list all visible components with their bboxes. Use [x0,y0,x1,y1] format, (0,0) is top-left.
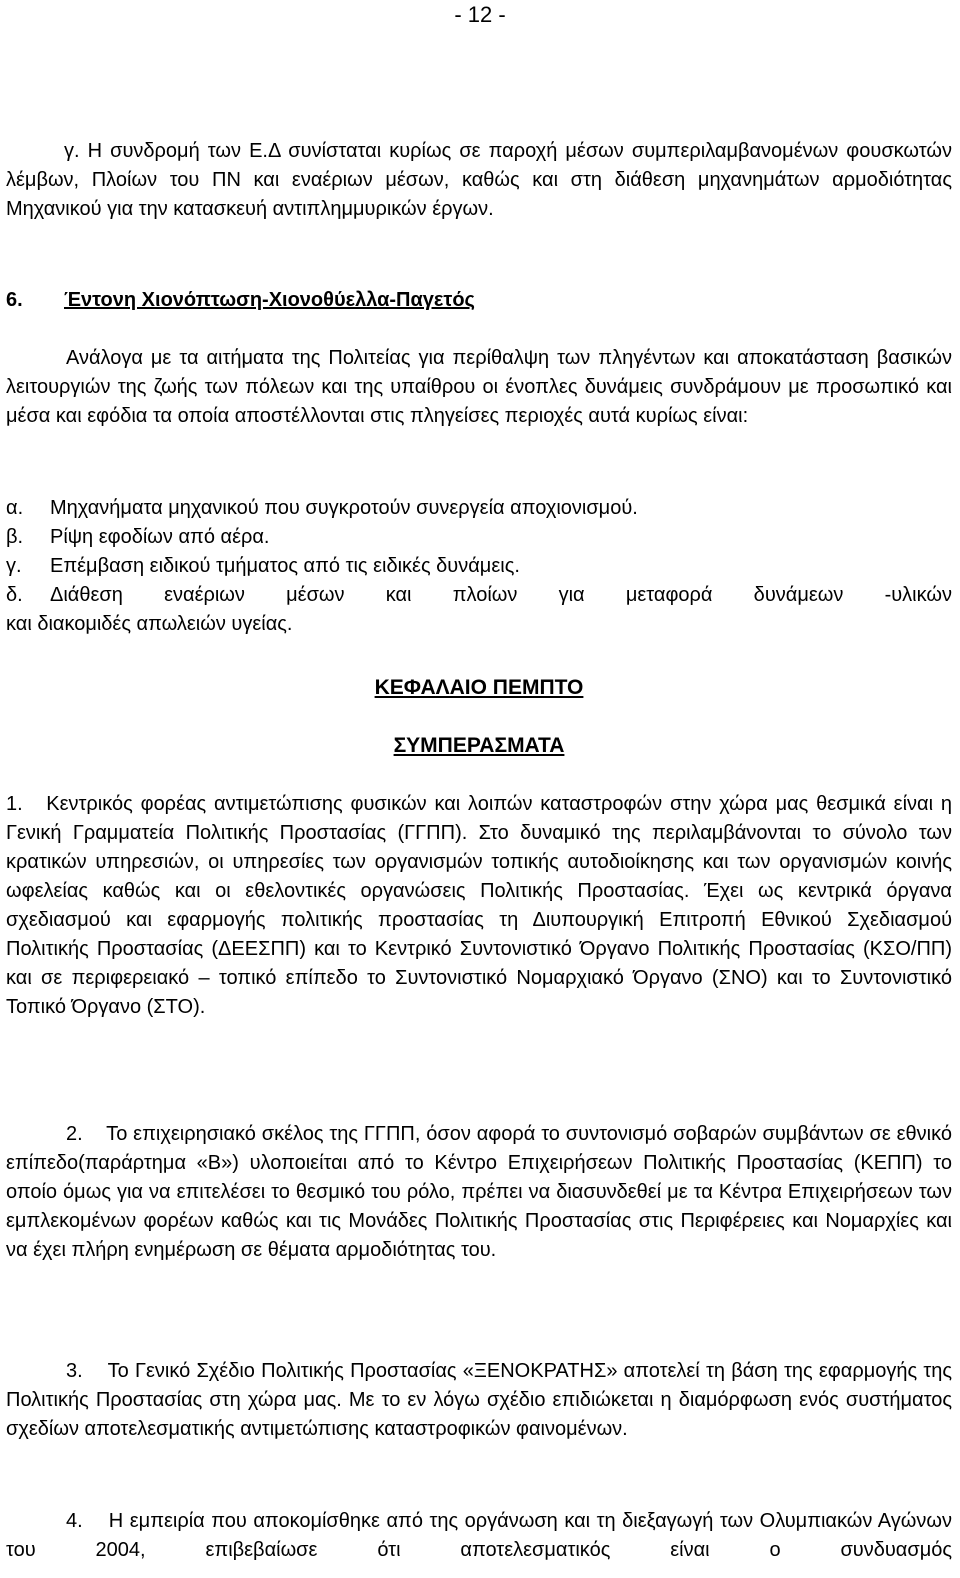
list-item-continuation: και διακομιδές απωλειών υγείας. [6,613,293,635]
list-item-marker: γ. [6,555,22,577]
chapter-subtitle-block [6,731,952,760]
conclusion-paragraph [6,1120,952,1265]
conclusion-4-block [6,1507,952,1565]
conclusion-paragraph [6,1507,952,1565]
conclusion-paragraph [6,790,952,1022]
section-6-title: Έντονη Χιονόπτωση-Χιονοθύελλα-Παγετός [64,289,475,311]
conclusion-text: Το Γενικό Σχέδιο Πολιτικής Προστασίας «ΞΕΝΟΚΡΑΤΗΣ» αποτελεί τη βάση της εφαρμογής της Πολιτικής Προστασίας στη χώρα μας. Με το εν λόγω σχέδιο επιδιώκεται η διαμόρφωση ενός συστήματος σχεδίων αποτελεσματικής αντιμετώπισης καταστροφικών φαινομένων. [6,1360,952,1440]
conclusion-number: 1. [6,793,23,815]
list-item [6,581,952,610]
list-item [6,494,952,523]
paragraph-g-block [6,137,952,224]
section-6-heading-block [6,286,952,315]
chapter-title: ΚΕΦΑΛΑΙΟ ΠΕΜΠΤΟ [374,676,584,699]
list-item-text: Ρίψη εφοδίων από αέρα. [50,526,270,548]
list-item-text: Διάθεση εναέριων μέσων και πλοίων για μεταφορά δυνάμεων -υλικών [50,584,952,606]
conclusion-text: Κεντρικός φορέας αντιμετώπισης φυσικών και λοιπών καταστροφών στην χώρα μας θεσμικά είναι η Γενική Γραμματεία Πολιτικής Προστασίας (ΓΓΠΠ). Στο δυναμικό της περιλαμβάνονται το σύνολο των κρατικών υπηρεσιών, οι υπηρεσίες των οργανισμών τοπικής αυτοδιοίκησης και των οργανισμών κοινής ωφελείας καθώς και οι εθελοντικές οργανώσεις Πολιτικής Προστασίας. Έχει ως κεντρικά όργανα σχεδιασμού και εφαρμογής πολιτικής προστασίας τη Διυπουργική Επιτροπή Εθνικού Σχεδιασμού Πολιτικής Προστασίας (ΔΕΕΣΠΠ) και το Κεντρικό Συντονιστικό Όργανο Πολιτικής Προστασίας (ΚΣΟ/ΠΠ) και σε περιφερειακό – τοπικό επίπεδο το Συντονιστικό Νομαρχιακό Όργανο (ΣΝΟ) και το Συντονιστικό Τοπικό Όργανο (ΣΤΟ). [6,793,953,1018]
conclusion-number: 3. [66,1360,83,1382]
chapter-subtitle: ΣΥΜΠΕΡΑΣΜΑΤΑ [393,734,565,757]
conclusion-number: 4. [66,1510,83,1532]
paragraph-g: γ. Η συνδρομή των Ε.Δ συνίσταται κυρίως σε παροχή μέσων συμπεριλαμβανομένων φουσκωτών λέμβων, Πλοίων του ΠΝ και εναέριων μέσων, καθώς και στη διάθεση μηχανημάτων αρμοδιότητας Μηχανικού για την κατασκευή αντιπλημμυρικών έργων. [6,140,952,220]
conclusion-2-block [6,1120,952,1265]
chapter-heading-block [6,673,952,702]
section-6-number: 6. [6,289,23,311]
list-item-marker: δ. [6,584,23,606]
list-item [6,523,952,552]
conclusion-text: Το επιχειρησιακό σκέλος της ΓΓΠΠ, όσον αφορά το συντονισμό σοβαρών συμβάντων σε εθνικό επίπεδο(παράρτημα «Β») υλοποιείται από το Κέντρο Επιχειρήσεων Πολιτικής Προστασίας (ΚΕΠΠ) το οποίο όμως για να επιτελέσει το θεσμικό του ρόλο, πρέπει να διασυνδεθεί με τα Κέντρα Επιχειρήσεων των εμπλεκομένων φορέων καθώς και τις Μονάδες Πολιτικής Προστασίας στις Περιφέρειες και Νομαρχίες και να έχει πλήρη ενημέρωση σε θέματα αρμοδιότητας του. [6,1123,952,1261]
conclusion-3-block [6,1357,952,1444]
list-item-marker: β. [6,526,24,548]
list-item-marker: α. [6,497,24,519]
page-number: - 12 - [454,2,506,27]
list-item-text: Μηχανήματα μηχανικού που συγκροτούν συνεργεία αποχιονισμού. [50,497,638,519]
conclusion-1-block [6,790,952,1022]
conclusion-text: Η εμπειρία που αποκομίσθηκε από της οργάνωση και τη διεξαγωγή των Ολυμπιακών Αγώνων του 2004, επιβεβαίωσε ότι αποτελεσματικός είναι ο συνδυασμός [6,1510,952,1561]
list-item [6,552,952,581]
section-6-heading [6,286,952,315]
conclusion-paragraph [6,1357,952,1444]
section-6-intro-block [6,344,952,431]
section-6-list [6,494,952,639]
section-6-intro: Ανάλογα με τα αιτήματα της Πολιτείας για περίθαλψη των πληγέντων και αποκατάσταση βασικών λειτουργιών της ζωής των πόλεων και της υπαίθρου οι ένοπλες δυνάμεις συνδράμουν με προσωπικό και μέσα και εφόδια τα οποία αποστέλλονται στις πληγείσες περιοχές αυτά κυρίως είναι: [6,347,952,427]
conclusion-number: 2. [66,1123,83,1145]
list-item-text: Επέμβαση ειδικού τμήματος από τις ειδικές δυνάμεις. [50,555,520,577]
